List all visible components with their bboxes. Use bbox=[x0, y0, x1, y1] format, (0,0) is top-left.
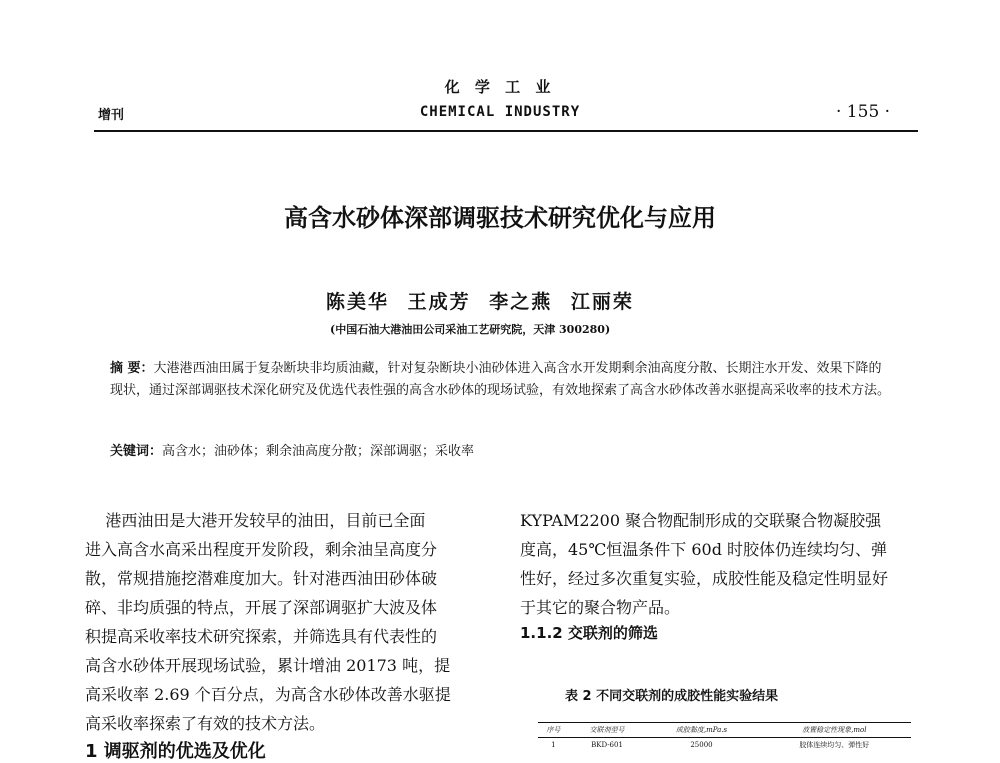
abstract bbox=[110, 358, 890, 402]
table-row bbox=[538, 738, 911, 753]
abstract-label: 摘 要： bbox=[110, 361, 154, 376]
body-line: 进入高含水高采出程度开发阶段，剩余油呈高度分 bbox=[85, 540, 438, 559]
section-heading-1-1-2: 1.1.2 交联剂的筛选 bbox=[520, 624, 658, 642]
keywords bbox=[110, 440, 474, 459]
body-line: 高含水砂体开展现场试验，累计增油 20173 吨，提 bbox=[85, 656, 451, 675]
table-header-cell: 放置稳定性现象,mol bbox=[758, 723, 911, 738]
table-header-cell: 成胶黏度,mPa.s bbox=[645, 723, 757, 738]
body-line: 碎、非均质强的特点，开展了深部调驱扩大波及体 bbox=[85, 598, 438, 617]
body-line: 性好，经过多次重复实验，成胶性能及稳定性明显好 bbox=[520, 569, 889, 588]
table-header-cell: 交联剂型号 bbox=[569, 723, 646, 738]
body-line: 积提高采收率技术研究探索，并筛选具有代表性的 bbox=[85, 627, 438, 646]
table-cell: 胶体连续均匀、弹性好 bbox=[799, 741, 870, 749]
keywords-text: 高含水；油砂体；剩余油高度分散；深部调驱；采收率 bbox=[162, 444, 475, 459]
author-list: 陈美华 王成芳 李之燕 江丽荣 bbox=[326, 291, 634, 313]
table-header-row bbox=[538, 723, 911, 738]
journal-name-cn: 化 学 工 业 bbox=[444, 78, 556, 96]
table-caption: 表 2 不同交联剂的成胶性能实验结果 bbox=[565, 689, 779, 704]
keywords-label: 关键词： bbox=[110, 444, 163, 459]
body-line: KYPAM2200 聚合物配制形成的交联聚合物凝胶强 bbox=[520, 511, 882, 530]
table-cell: 1 bbox=[551, 741, 556, 749]
journal-name-en: CHEMICAL INDUSTRY bbox=[419, 104, 581, 120]
supplement-label: 增刊 bbox=[98, 108, 125, 123]
body-line: 高采收率探索了有效的技术方法。 bbox=[85, 714, 326, 733]
affiliation: (中国石油大港油田公司采油工艺研究院，天津 300280) bbox=[330, 323, 611, 336]
body-line: 高采收率 2.69 个百分点，为高含水砂体改善水驱提 bbox=[85, 685, 451, 704]
right-column bbox=[520, 506, 920, 622]
body-line: 港西油田是大港开发较早的油田，目前已全面 bbox=[85, 511, 426, 530]
body-line: 度高，45℃恒温条件下 60d 时胶体仍连续均匀、弹 bbox=[520, 540, 888, 559]
table-header-cell: 序号 bbox=[538, 723, 569, 738]
body-line: 于其它的聚合物产品。 bbox=[520, 598, 681, 617]
crosslinker-table bbox=[538, 722, 911, 752]
paper-title: 高含水砂体深部调驱技术研究优化与应用 bbox=[284, 204, 716, 232]
abstract-text: 大港港西油田属于复杂断块非均质油藏，针对复杂断块小油砂体进入高含水开发期剩余油高度分散、长期注水开发、效果下降的现状，通过深部调驱技术深化研究及优选代表性强的高含水砂体的现场试验，有效地探索了高含水砂体改善水驱提高采收率的技术方法。 bbox=[110, 361, 891, 398]
section-heading-1: 1 调驱剂的优选及优化 bbox=[85, 741, 266, 762]
table-cell: 25000 bbox=[690, 741, 713, 749]
table-cell: BKD-601 bbox=[591, 741, 623, 749]
body-line: 散，常规措施挖潜难度加大。针对港西油田砂体破 bbox=[85, 569, 438, 588]
header-rule bbox=[94, 130, 918, 132]
page-number: · 155 · bbox=[836, 102, 891, 122]
